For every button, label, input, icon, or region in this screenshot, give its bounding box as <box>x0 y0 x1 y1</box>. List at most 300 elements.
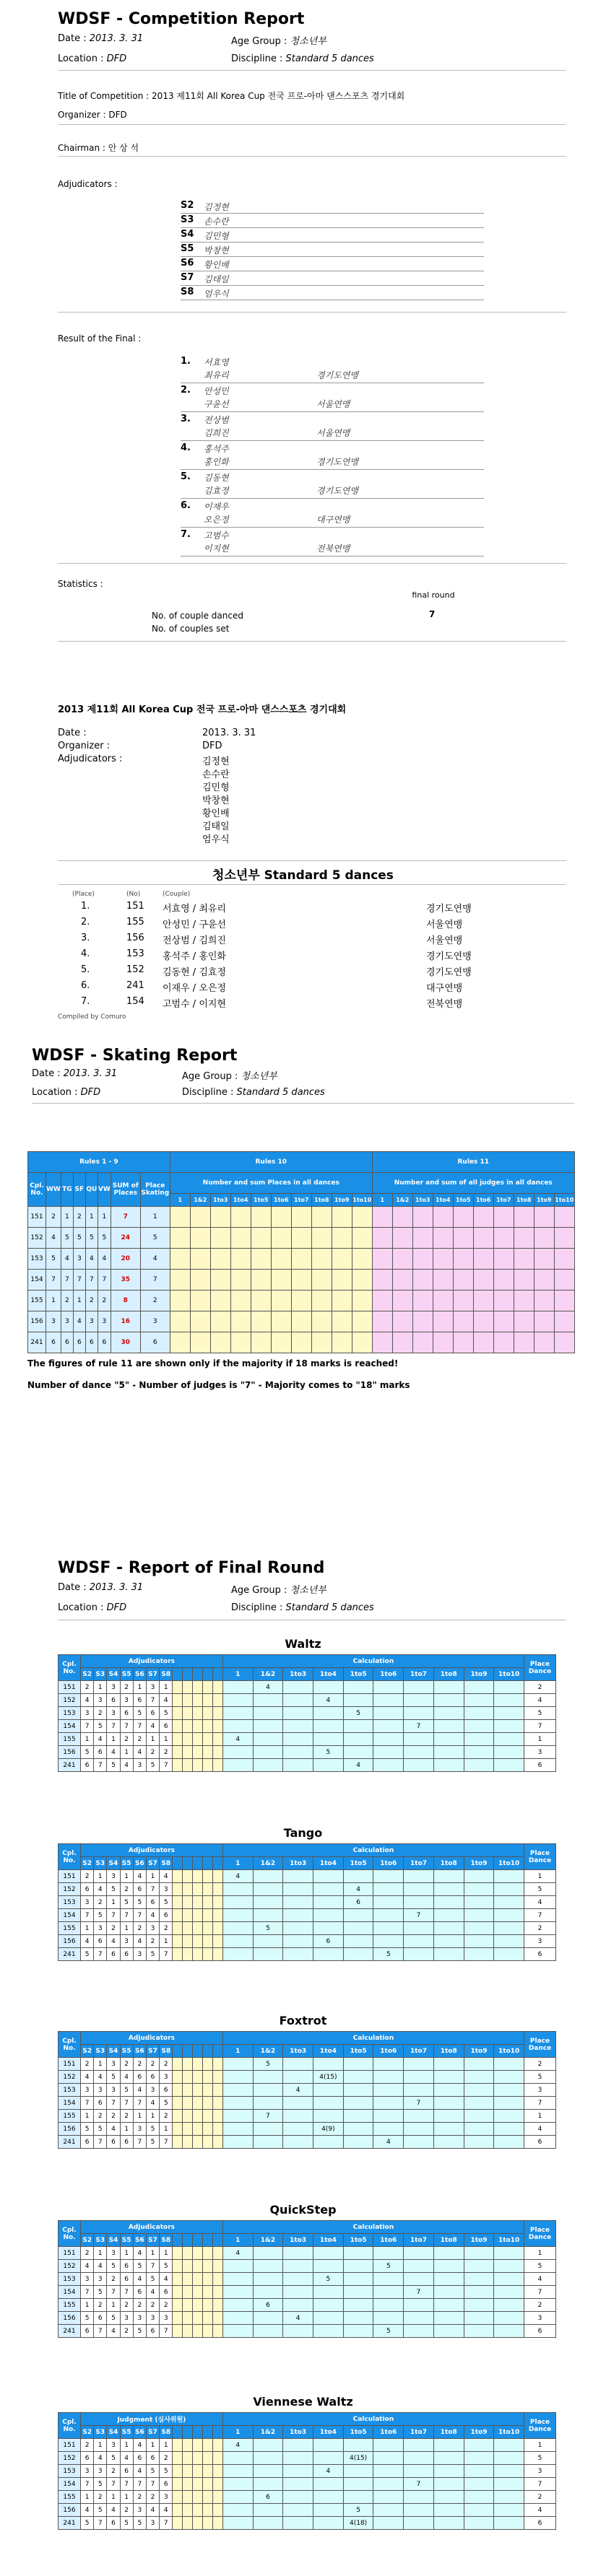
judge-mark: 3 <box>81 2084 94 2097</box>
rule-10-cell <box>190 1291 210 1311</box>
rules-11-sub-header: Number and sum of all judges in all dances <box>372 1173 574 1194</box>
judge-mark: 5 <box>81 2123 94 2136</box>
summary-place: 5. <box>81 964 90 975</box>
calc-cell: 4 <box>343 1883 373 1896</box>
judge-mark: 4 <box>94 2452 107 2465</box>
adjudicators-header: Adjudicators <box>81 1655 223 1668</box>
judge-mark: 6 <box>81 1883 94 1896</box>
calc-cell <box>343 2325 373 2338</box>
cpl-no: 152 <box>59 2260 81 2273</box>
adjudicators-header: Judgment (심사위원) <box>81 2413 223 2426</box>
calc-cell <box>494 2273 524 2286</box>
judge-mark: 2 <box>160 2110 173 2123</box>
calc-cell <box>313 2299 344 2312</box>
place-dance-header: Place Dance <box>524 2032 556 2058</box>
calc-cell: 4 <box>222 1733 253 1746</box>
calc-cell <box>283 1694 313 1707</box>
cpl-no: 241 <box>59 2136 81 2149</box>
calc-col-header: 1to4 <box>313 1668 344 1681</box>
calc-cell <box>433 1896 464 1909</box>
rule-10-cell <box>230 1270 251 1291</box>
calc-cell <box>464 2123 494 2136</box>
calc-cell <box>433 1681 464 1694</box>
judge-mark: 7 <box>94 1759 107 1772</box>
dance-place: 6 <box>98 1332 111 1353</box>
calc-col-header: 1to8 <box>433 2426 464 2439</box>
calc-cell <box>404 1759 434 1772</box>
rule-11-cell <box>453 1291 473 1311</box>
calc-cell <box>283 2058 313 2071</box>
judge-mark: 6 <box>133 1883 146 1896</box>
calc-cell <box>433 1707 464 1720</box>
dance-place: 7 <box>85 1270 98 1291</box>
judge-mark: 7 <box>160 2136 173 2149</box>
rule-11-cell <box>412 1270 433 1291</box>
rule-11-cell <box>453 1332 473 1353</box>
calc-cell <box>404 1922 434 1935</box>
judge-mark <box>203 1759 213 1772</box>
calculation-header: Calculation <box>222 2221 524 2234</box>
rule-11-cell <box>493 1291 514 1311</box>
judge-mark <box>203 2273 213 2286</box>
judge-mark <box>183 2136 193 2149</box>
judge-mark: 1 <box>160 2247 173 2260</box>
rule-11-cell <box>392 1249 412 1270</box>
judge-mark: 6 <box>146 1896 159 1909</box>
rule-11-cell <box>493 1207 514 1228</box>
judge-mark <box>203 2097 213 2110</box>
rule-11-cell <box>433 1228 453 1249</box>
place-dance: 2 <box>524 2491 556 2504</box>
rule-11-cell <box>392 1332 412 1353</box>
judge-mark: 4 <box>120 1759 133 1772</box>
sk-age-value: 청소년부 <box>241 1071 277 1082</box>
place-dance: 2 <box>524 1681 556 1694</box>
judge-col-header: S7 <box>146 1668 159 1681</box>
judge-mark: 5 <box>146 2123 159 2136</box>
judge-mark: 2 <box>94 1707 107 1720</box>
rules-10-sub-header: Number and sum Places in all dances <box>170 1173 372 1194</box>
dance-row <box>59 2491 556 2504</box>
final-rank: 6. <box>181 500 191 511</box>
judge-mark: 4 <box>146 2286 159 2299</box>
dance-row <box>59 1733 556 1746</box>
judge-mark: 7 <box>133 2097 146 2110</box>
federation: 서울연맹 <box>316 428 350 438</box>
calc-cell: 7 <box>404 2286 434 2299</box>
judge-col-header: S6 <box>133 1668 146 1681</box>
calc-cell: 5 <box>313 1746 344 1759</box>
judge-mark: 7 <box>133 2136 146 2149</box>
calc-cell <box>313 1720 344 1733</box>
judge-mark: 7 <box>81 1720 94 1733</box>
judge-mark: 7 <box>94 2325 107 2338</box>
judge-mark: 2 <box>146 1746 159 1759</box>
judge-mark <box>203 1694 213 1707</box>
judge-mark <box>212 2058 222 2071</box>
divider <box>58 70 566 71</box>
calc-cell <box>313 2286 344 2299</box>
calc-col-header: 1to3 <box>283 2045 313 2058</box>
calc-col-header: 1to5 <box>453 1194 473 1207</box>
judge-mark <box>193 1870 203 1883</box>
judge-mark: 6 <box>120 2465 133 2478</box>
judge-col-header: S4 <box>107 1857 120 1870</box>
judge-mark <box>203 1896 213 1909</box>
place-dance: 5 <box>524 2260 556 2273</box>
calc-cell <box>464 2097 494 2110</box>
judge-col-header: S2 <box>81 2426 94 2439</box>
judge-mark <box>193 2110 203 2123</box>
calc-cell <box>283 2273 313 2286</box>
calc-cell <box>433 2504 464 2517</box>
rule-11-cell <box>534 1207 554 1228</box>
judge-mark: 5 <box>81 1746 94 1759</box>
adjudicator-row <box>181 199 484 214</box>
judge-mark: 1 <box>81 2491 94 2504</box>
judge-col-header: S7 <box>146 1857 159 1870</box>
judge-col-header: S4 <box>107 2045 120 2058</box>
rule-11-cell <box>392 1270 412 1291</box>
judge-mark <box>183 1896 193 1909</box>
calc-cell <box>222 2312 253 2325</box>
calc-cell <box>222 1922 253 1935</box>
dance-row <box>59 2465 556 2478</box>
judge-col-header <box>173 1668 183 1681</box>
judge-col-header <box>203 2234 213 2247</box>
dance-place: 2 <box>98 1291 111 1311</box>
calc-cell <box>313 2325 344 2338</box>
rule-11-cell <box>453 1228 473 1249</box>
judge-col-header: S6 <box>133 1857 146 1870</box>
rule-11-cell <box>412 1332 433 1353</box>
calc-cell <box>404 1707 434 1720</box>
judge-mark: 7 <box>107 2286 120 2299</box>
rules-1-9-header: Rules 1 - 9 <box>28 1152 170 1173</box>
calc-cell <box>253 2071 283 2084</box>
judge-mark: 5 <box>133 2325 146 2338</box>
calc-col-header: 1to8 <box>311 1194 332 1207</box>
calc-cell <box>404 2312 434 2325</box>
judge-mark <box>173 2058 183 2071</box>
rule-11-cell <box>514 1311 534 1332</box>
judge-mark: 3 <box>146 1922 159 1935</box>
calc-col-header: 1to10 <box>494 1857 524 1870</box>
calc-cell <box>283 2260 313 2273</box>
adjudicator-code: S5 <box>181 243 194 254</box>
judge-mark <box>203 1948 213 1961</box>
judge-mark: 5 <box>133 2260 146 2273</box>
judge-mark: 6 <box>120 2136 133 2149</box>
calc-cell <box>313 2439 344 2452</box>
sum-of-places: 20 <box>111 1249 140 1270</box>
rule-10-cell <box>291 1228 311 1249</box>
adjudicators-label: Adjudicators : <box>58 179 118 189</box>
calc-cell <box>373 2478 404 2491</box>
cpl-no: 241 <box>59 1759 81 1772</box>
judge-mark <box>193 2504 203 2517</box>
calc-cell <box>373 2247 404 2260</box>
partner-2-name: 이지현 <box>204 543 229 554</box>
partner-2-name: 오은정 <box>204 515 229 525</box>
calc-cell <box>222 1883 253 1896</box>
calc-col-header: 1to3 <box>283 2426 313 2439</box>
calc-cell: 4 <box>222 2247 253 2260</box>
judge-mark: 2 <box>120 1681 133 1694</box>
partner-1-name: 안성민 <box>204 386 229 396</box>
judge-col-header <box>193 1857 203 1870</box>
calc-col-header: 1to4 <box>313 2045 344 2058</box>
calc-cell <box>313 2478 344 2491</box>
final-round-report <box>0 1550 606 2575</box>
calc-cell <box>433 1694 464 1707</box>
dance-place: 5 <box>61 1228 73 1249</box>
calc-cell <box>253 1733 283 1746</box>
place-dance: 6 <box>524 1948 556 1961</box>
rule-11-cell <box>534 1291 554 1311</box>
judge-mark <box>173 2136 183 2149</box>
judge-mark: 2 <box>146 2491 159 2504</box>
calc-cell: 5 <box>373 2325 404 2338</box>
calc-cell <box>313 2504 344 2517</box>
judge-mark <box>212 2312 222 2325</box>
calc-cell <box>433 2299 464 2312</box>
judge-mark: 6 <box>107 1948 120 1961</box>
skating-report <box>0 1039 606 1487</box>
judge-mark <box>183 2260 193 2273</box>
rule-11-cell <box>473 1311 493 1332</box>
rule-11-cell <box>453 1207 473 1228</box>
calc-cell <box>343 1948 373 1961</box>
dance-place: 2 <box>46 1207 61 1228</box>
rule-10-cell <box>230 1249 251 1270</box>
calculation-header: Calculation <box>222 1655 524 1668</box>
calc-col-header: 1to3 <box>283 1857 313 1870</box>
adjudicator-row <box>181 257 484 271</box>
calc-cell <box>494 1922 524 1935</box>
calc-cell <box>373 2084 404 2097</box>
judge-mark <box>212 2504 222 2517</box>
calc-cell <box>433 2247 464 2260</box>
judge-mark: 7 <box>81 1909 94 1922</box>
judge-mark: 6 <box>81 2325 94 2338</box>
cpl-no-header: Cpl. No. <box>59 2413 81 2439</box>
judge-mark: 5 <box>133 1707 146 1720</box>
judge-mark: 4 <box>107 2325 120 2338</box>
calc-col-header: 1to4 <box>313 2234 344 2247</box>
judge-mark: 4 <box>107 2504 120 2517</box>
calc-cell <box>222 2299 253 2312</box>
judge-mark: 4 <box>94 2260 107 2273</box>
calc-cell: 7 <box>404 1720 434 1733</box>
calc-cell <box>222 2058 253 2071</box>
rule-10-cell <box>311 1311 332 1332</box>
judge-mark: 2 <box>133 1922 146 1935</box>
judge-mark <box>183 1733 193 1746</box>
judge-mark: 2 <box>107 2465 120 2478</box>
judge-mark: 3 <box>146 2517 159 2530</box>
age-value: 청소년부 <box>290 36 326 47</box>
adjudicator-name: 손수란 <box>204 217 229 227</box>
rule-10-cell <box>352 1228 372 1249</box>
summary-date-value: 2013. 3. 31 <box>202 728 256 738</box>
chairman-label: Chairman : <box>58 143 105 153</box>
summary-date-label: Date : <box>58 728 87 738</box>
judge-col-header: S5 <box>120 1668 133 1681</box>
judge-mark: 2 <box>146 2058 159 2071</box>
judge-col-header <box>173 2426 183 2439</box>
judge-mark: 3 <box>81 1896 94 1909</box>
calc-cell <box>464 2439 494 2452</box>
rule-10-cell <box>311 1270 332 1291</box>
fr-location-row <box>58 1602 126 1613</box>
dance-place: 4 <box>61 1249 73 1270</box>
judge-mark <box>212 2097 222 2110</box>
judge-mark: 1 <box>160 1733 173 1746</box>
cpl-no: 241 <box>59 1948 81 1961</box>
rule-10-cell <box>352 1311 372 1332</box>
calc-cell <box>343 1870 373 1883</box>
judge-mark: 1 <box>120 1922 133 1935</box>
calc-cell <box>373 2097 404 2110</box>
statistics-label: Statistics : <box>58 579 103 589</box>
federation: 전북연맹 <box>316 543 350 554</box>
judge-mark <box>183 1694 193 1707</box>
judge-mark: 2 <box>120 2110 133 2123</box>
adjudicator-code: S6 <box>181 258 194 268</box>
calc-cell <box>283 1707 313 1720</box>
calc-cell <box>373 2517 404 2530</box>
summary-federation: 경기도연맹 <box>426 904 472 914</box>
calc-cell <box>253 1707 283 1720</box>
dance-row <box>59 2504 556 2517</box>
judge-mark: 1 <box>107 1733 120 1746</box>
sk-discipline-row <box>182 1087 325 1098</box>
calc-cell <box>253 1883 283 1896</box>
judge-col-header: S8 <box>160 2234 173 2247</box>
judge-mark: 3 <box>107 2439 120 2452</box>
skating-row <box>28 1332 575 1353</box>
judge-mark: 4 <box>133 2465 146 2478</box>
title-of-competition-row <box>58 89 404 102</box>
calc-cell <box>222 2286 253 2299</box>
calc-cell <box>343 2286 373 2299</box>
place-dance: 7 <box>524 2286 556 2299</box>
calc-col-header: 1to4 <box>313 1857 344 1870</box>
judge-mark <box>193 1948 203 1961</box>
judge-mark: 6 <box>160 1909 173 1922</box>
couples-danced-value: 7 <box>429 609 436 619</box>
place-dance: 6 <box>524 2325 556 2338</box>
dance-place: 6 <box>85 1332 98 1353</box>
rule-11-cell <box>372 1291 392 1311</box>
calc-cell <box>433 2084 464 2097</box>
judge-col-header: S8 <box>160 1668 173 1681</box>
judge-mark: 3 <box>107 2058 120 2071</box>
calc-cell <box>494 1948 524 1961</box>
judge-mark: 4 <box>81 1935 94 1948</box>
calc-cell <box>313 2084 344 2097</box>
partner-2-name: 김희진 <box>204 428 229 438</box>
discipline-value: Standard 5 dances <box>285 53 374 64</box>
calc-cell <box>283 1883 313 1896</box>
rule-11-cell <box>554 1291 574 1311</box>
dance-row <box>59 2058 556 2071</box>
calc-cell <box>494 1870 524 1883</box>
judge-mark <box>173 1694 183 1707</box>
judge-mark <box>212 1694 222 1707</box>
cpl-no: 241 <box>28 1332 46 1353</box>
calc-cell <box>343 1681 373 1694</box>
partner-2-name: 최유리 <box>204 370 229 380</box>
dance-row <box>59 2517 556 2530</box>
calc-cell <box>433 2478 464 2491</box>
judge-mark: 2 <box>120 2058 133 2071</box>
sum-of-places: 24 <box>111 1228 140 1249</box>
calc-cell <box>283 2452 313 2465</box>
rules-11-header: Rules 11 <box>372 1152 574 1173</box>
rule-10-cell <box>352 1332 372 1353</box>
calc-cell <box>494 1909 524 1922</box>
calc-cell <box>404 1896 434 1909</box>
rule-10-cell <box>251 1311 271 1332</box>
judge-mark <box>183 1720 193 1733</box>
judge-mark <box>203 2478 213 2491</box>
calc-cell <box>433 2058 464 2071</box>
dance-row <box>59 1896 556 1909</box>
calc-col-header: 1to3 <box>283 2234 313 2247</box>
dance-row <box>59 2286 556 2299</box>
summary-federation: 전북연맹 <box>426 999 463 1010</box>
judge-mark <box>212 2325 222 2338</box>
calc-cell <box>222 2491 253 2504</box>
calc-col-header: 1&2 <box>253 1857 283 1870</box>
calc-cell: 4(15) <box>313 2071 344 2084</box>
calc-cell <box>464 1694 494 1707</box>
calc-cell <box>343 2299 373 2312</box>
rule-10-cell <box>170 1332 190 1353</box>
calc-col-header: 1to3 <box>412 1194 433 1207</box>
calc-cell <box>343 2058 373 2071</box>
judge-mark: 3 <box>107 1681 120 1694</box>
cpl-no: 151 <box>59 1681 81 1694</box>
calc-col-header: 1to5 <box>343 2426 373 2439</box>
calc-cell <box>313 1733 344 1746</box>
summary-adjudicators-label: Adjudicators : <box>58 754 123 764</box>
calc-cell <box>433 2071 464 2084</box>
dance-place: 1 <box>98 1207 111 1228</box>
judge-mark: 6 <box>120 2260 133 2273</box>
calc-cell <box>313 1759 344 1772</box>
calc-cell <box>404 2299 434 2312</box>
dance-place: 4 <box>85 1249 98 1270</box>
judge-mark: 7 <box>146 1883 159 1896</box>
calc-cell <box>283 2123 313 2136</box>
summary-cpl-no: 152 <box>126 964 144 975</box>
judge-mark <box>173 1720 183 1733</box>
calc-cell <box>222 1720 253 1733</box>
judge-mark <box>212 2286 222 2299</box>
rule-11-cell <box>412 1207 433 1228</box>
judge-mark: 1 <box>146 2110 159 2123</box>
adjudicator-row <box>181 214 484 228</box>
rule-10-cell <box>210 1291 230 1311</box>
judge-mark <box>173 1707 183 1720</box>
judge-mark <box>203 2325 213 2338</box>
place-dance: 6 <box>524 2136 556 2149</box>
judge-mark <box>212 1896 222 1909</box>
rule-11-cell <box>473 1291 493 1311</box>
